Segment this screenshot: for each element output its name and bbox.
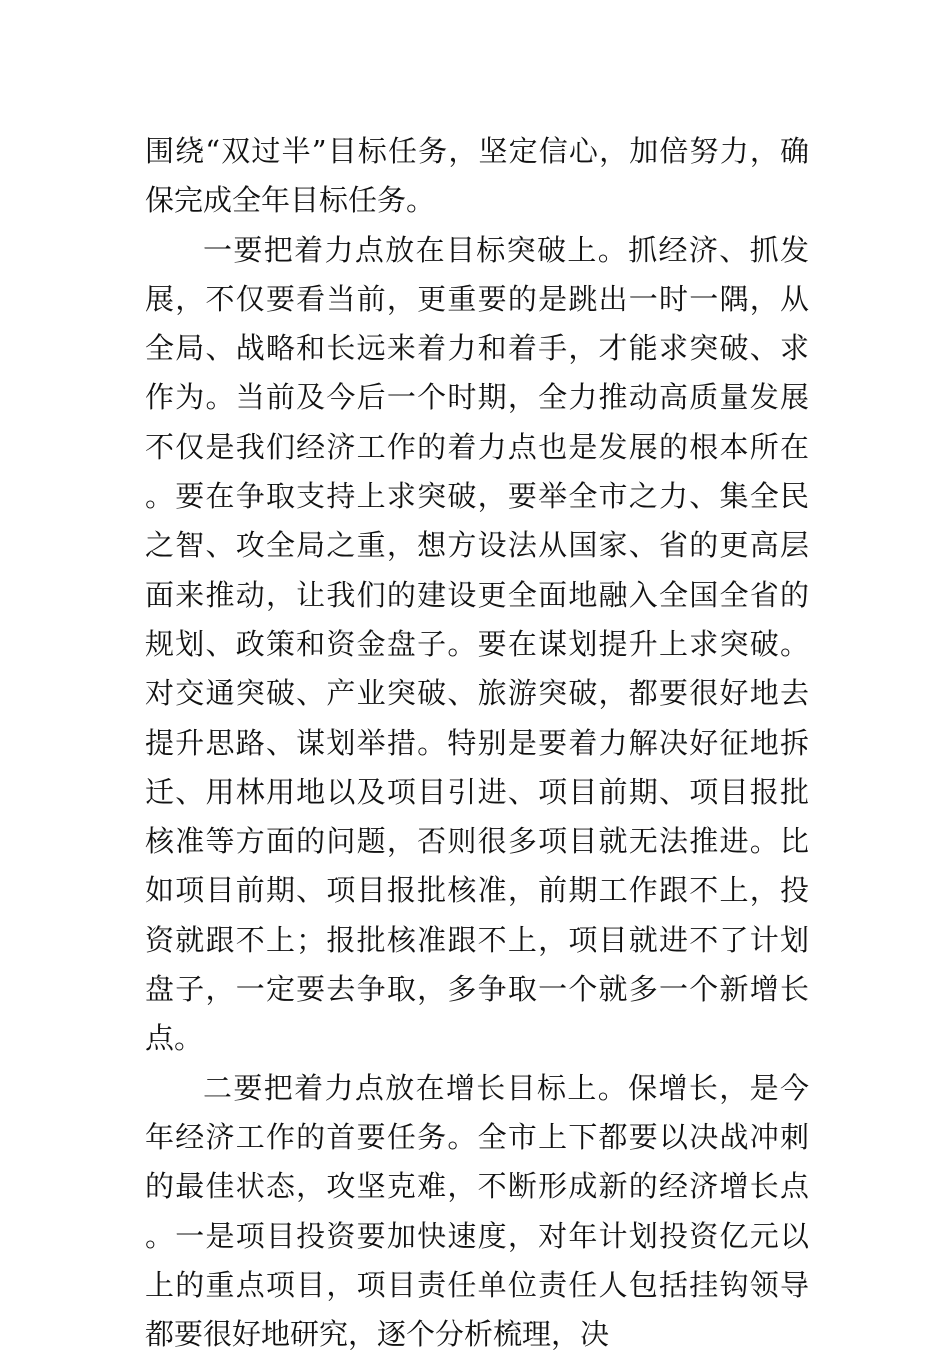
- paragraph-growth-target: 二要把着力点放在增长目标上。保增长，是今年经济工作的首要任务。全市上下都要以决战冲刺的最佳状态，攻坚克难，不断形成新的经济增长点。一是项目投资要加快速度，对年计划投资亿元以上的重点项目，项目责任单位责任人包括挂钩领导都要很好地研究，逐个分析梳理，决: [145, 1070, 809, 1352]
- paragraph-target-breakthrough: 一要把着力点放在目标突破上。抓经济、抓发展，不仅要看当前，更重要的是跳出一时一隅，从全局、战略和长远来着力和着手，才能求突破、求作为。当前及今后一个时期，全力推动高质量发展不仅是我们经济工作的着力点也是发展的根本所在。要在争取支持上求突破，要举全市之力、集全民之智、攻全局之重，想方设法从国家、省的更高层面来推动，让我们的建设更全面地融入全国全省的规划、政策和资金盘子。要在谋划提升上求突破。对交通突破、产业突破、旅游突破，都要很好地去提升思路、谋划举措。特别是要着力解决好征地拆迁、用林用地以及项目引进、项目前期、项目报批核准等方面的问题，否则很多项目就无法推进。比如项目前期、项目报批核准，前期工作跟不上，投资就跟不上；报批核准跟不上，项目就进不了计划盘子，一定要去争取，多争取一个就多一个新增长点。: [145, 232, 809, 1056]
- paragraph-continuation: 围绕“双过半”目标任务，坚定信心，加倍努力，确保完成全年目标任务。: [145, 134, 809, 218]
- document-body: [145, 127, 809, 1359]
